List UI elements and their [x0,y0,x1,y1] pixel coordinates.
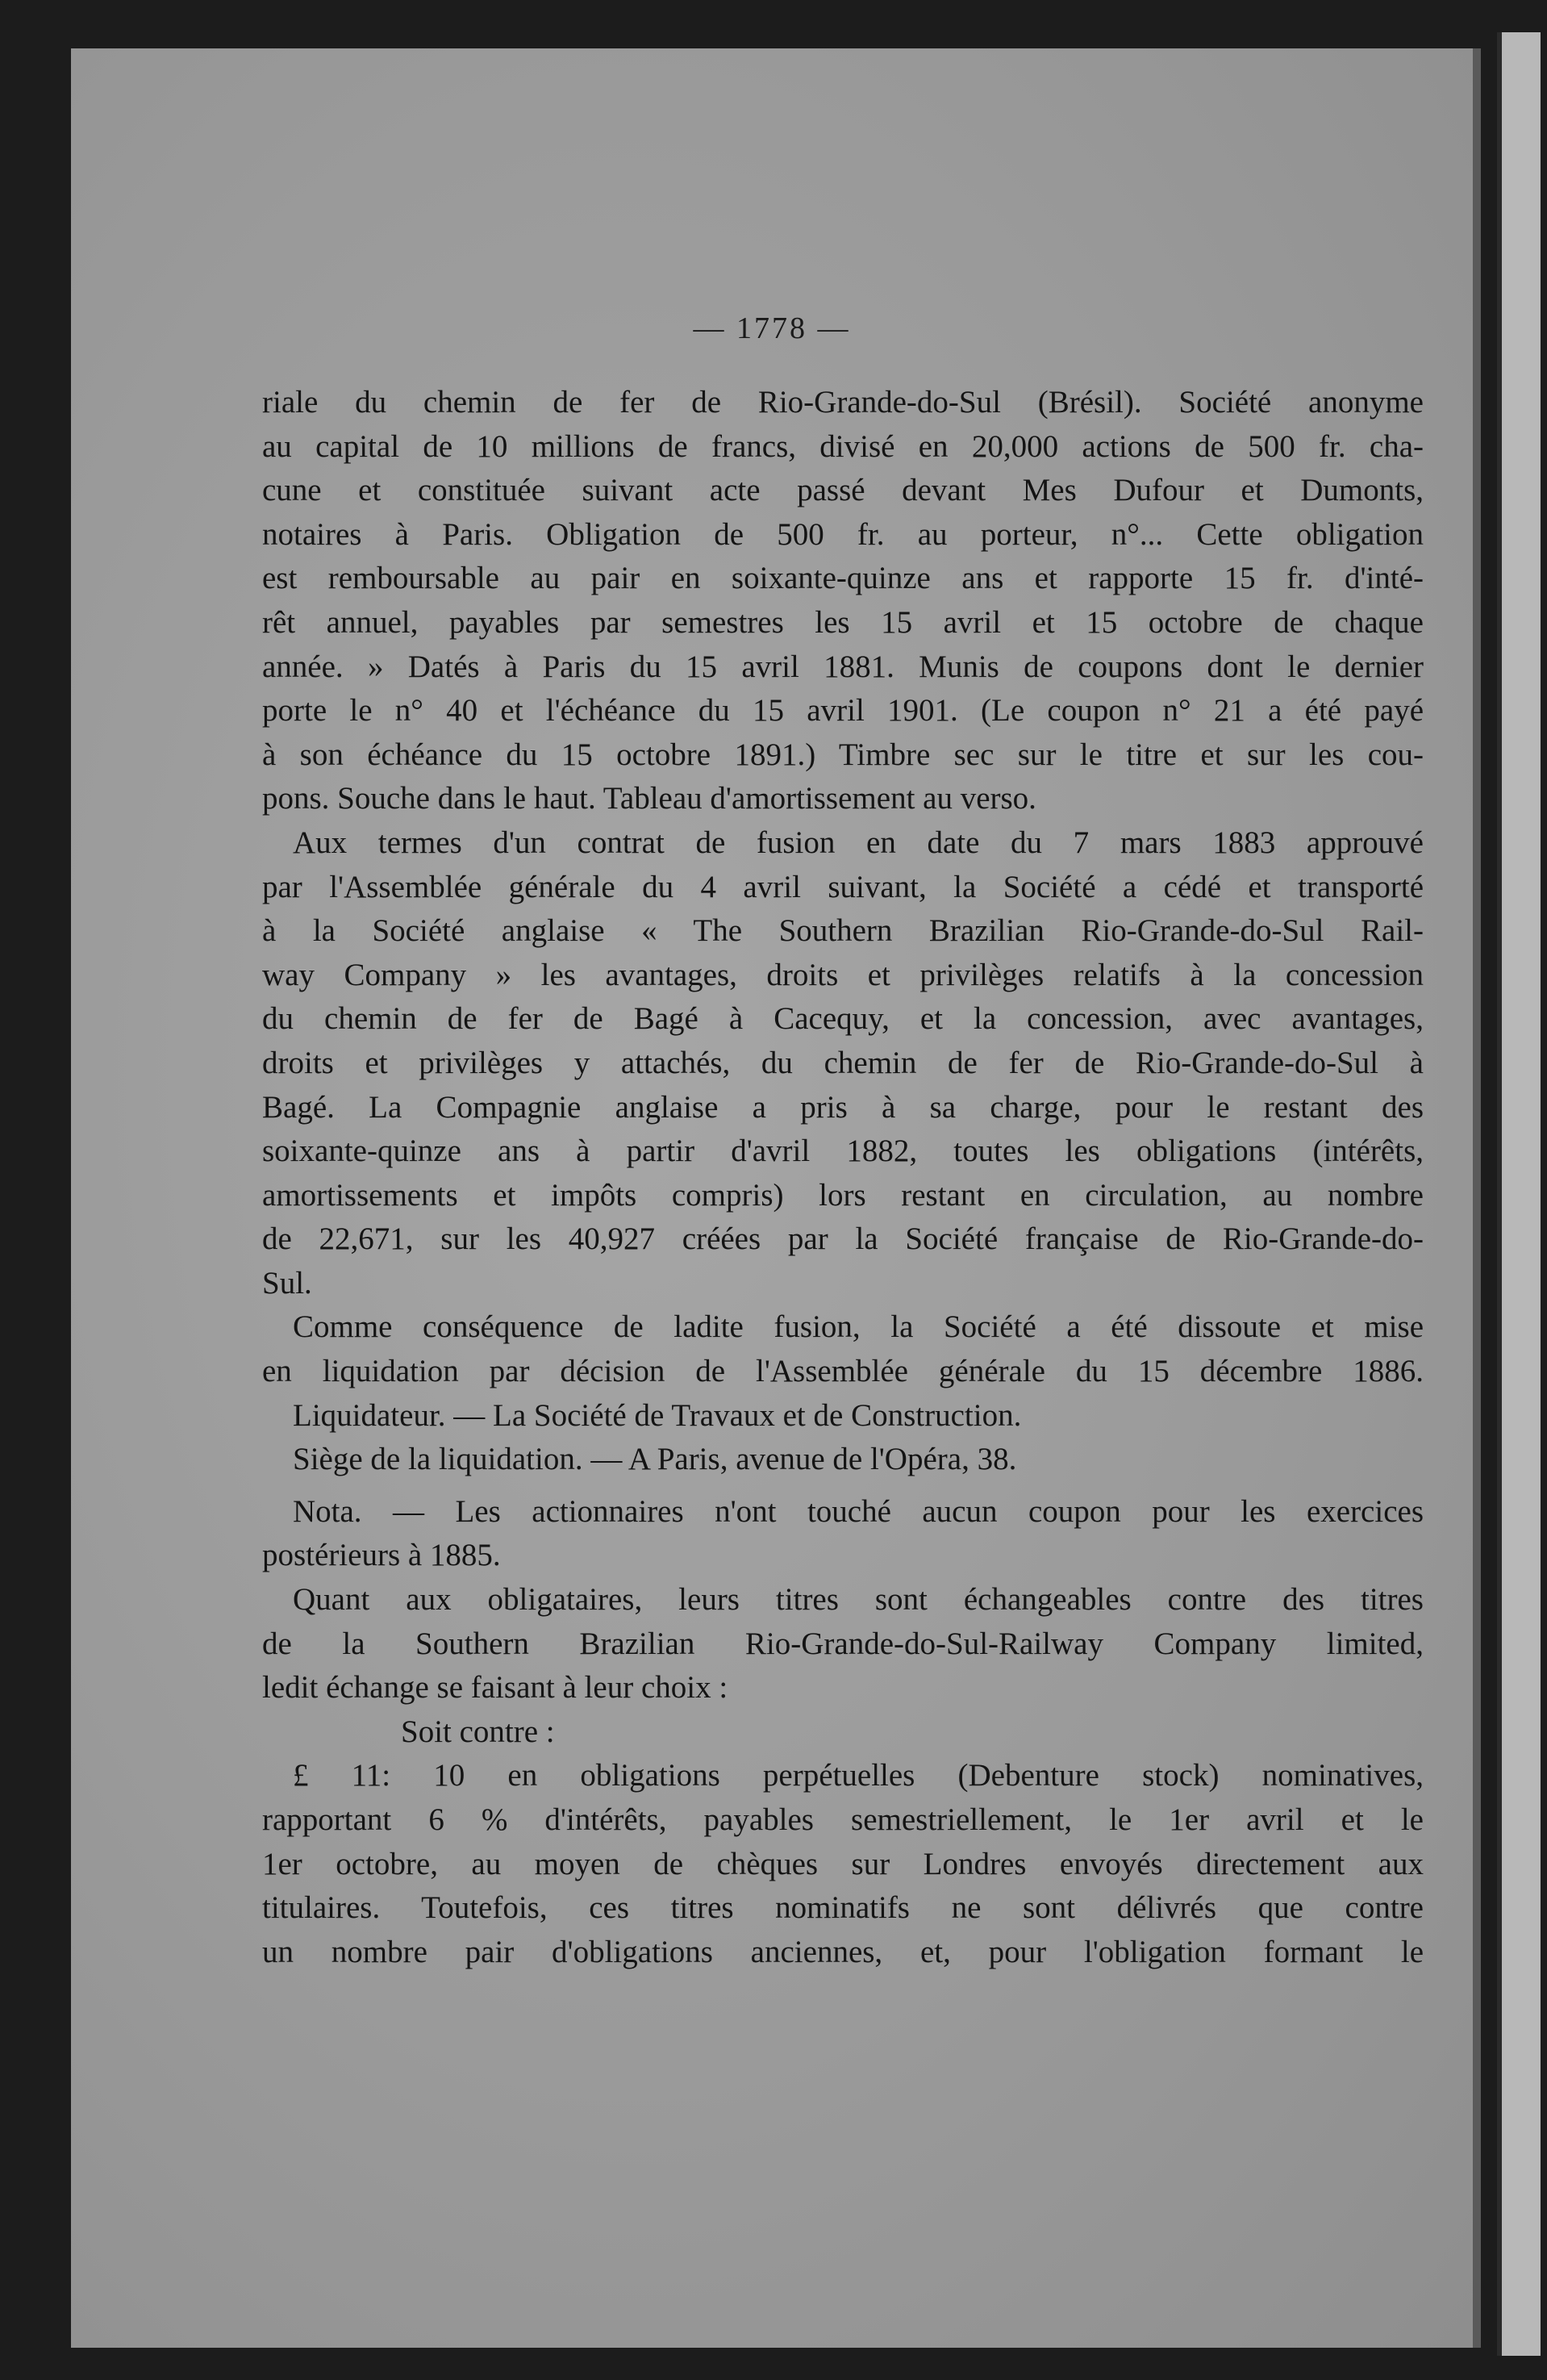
text-line: un nombre pair d'obligations anciennes, et, pour l'obligation formant le [262,1934,1424,1969]
text-line: Liquidateur. — La Société de Travaux et de Construction. [293,1397,1022,1433]
paragraph-exchange [262,1754,1424,1974]
text-line: Soit contre : [401,1714,555,1749]
text-line: au capital de 10 millions de francs, divisé en 20,000 actions de 500 fr. cha- [262,428,1424,464]
paragraph-bondholders [262,1578,1424,1710]
text-line: de la Southern Brazilian Rio-Grande-do-Sul-Railway Company limited, [262,1626,1424,1661]
text-line: droits et privilèges y attachés, du chemin de fer de Rio-Grande-do-Sul à [262,1045,1424,1080]
text-line: amortissements et impôts compris) lors restant en circulation, au nombre [262,1177,1424,1213]
text-line: par l'Assemblée générale du 4 avril suivant, la Société a cédé et transporté [262,869,1424,904]
paragraph-2 [262,821,1424,1306]
text-line: Quant aux obligataires, leurs titres sont échangeables contre des titres [293,1582,1424,1618]
paragraph-3 [262,1305,1424,1393]
adjacent-page-edge [1497,32,1541,2356]
text-line: rêt annuel, payables par semestres les 15 avril et 15 octobre de chaque [262,604,1424,640]
text-line: en liquidation par décision de l'Assemblée générale du 15 décembre 1886. [262,1354,1424,1389]
text-line: soixante-quinze ans à partir d'avril 1882, toutes les obligations (intérêts, [262,1134,1424,1169]
text-line: rapportant 6 % d'intérêts, payables semestriellement, le 1er avril et le [262,1802,1424,1837]
nota-paragraph [262,1490,1424,1578]
page-sheet [71,48,1481,2348]
text-line: Nota. — Les actionnaires n'ont touché aucun coupon pour les exercices [293,1493,1424,1529]
text-line: cune et constituée suivant acte passé devant Mes Dufour et Dumonts, [262,473,1424,508]
text-line: porte le n° 40 et l'échéance du 15 avril 1901. (Le coupon n° 21 a été payé [262,693,1424,729]
liquidator-line [262,1394,1424,1438]
text-line: £ 11: 10 en obligations perpétuelles (Debenture stock) nominatives, [293,1758,1424,1793]
text-line: ledit échange se faisant à leur choix : [262,1670,728,1706]
text-line: postérieurs à 1885. [262,1538,501,1573]
text-line: notaires à Paris. Obligation de 500 fr. au porteur, n°... Cette obligation [262,516,1424,552]
text-line: à la Société anglaise « The Southern Brazilian Rio-Grande-do-Sul Rail- [262,913,1424,949]
either-line [262,1710,1424,1755]
text-line: riale du chemin de fer de Rio-Grande-do-Sul (Brésil). Société anonyme [262,385,1424,420]
text-line: du chemin de fer de Bagé à Cacequy, et la concession, avec avantages, [262,1001,1424,1037]
text-line: 1er octobre, au moyen de chèques sur Londres envoyés directement aux [262,1846,1424,1881]
text-line: année. » Datés à Paris du 15 avril 1881. Munis de coupons dont le dernier [262,649,1424,684]
text-line: Aux termes d'un contrat de fusion en date du 7 mars 1883 approuvé [293,825,1424,860]
text-line: Siège de la liquidation. — A Paris, avenue de l'Opéra, 38. [293,1442,1017,1477]
seat-line [262,1438,1424,1482]
text-line: Comme conséquence de ladite fusion, la Société a été dissoute et mise [293,1309,1424,1345]
text-line: Bagé. La Compagnie anglaise a pris à sa charge, pour le restant des [262,1089,1424,1125]
text-line: pons. Souche dans le haut. Tableau d'amortissement au verso. [262,781,1036,816]
text-line: titulaires. Toutefois, ces titres nominatifs ne sont délivrés que contre [262,1890,1424,1926]
text-line: est remboursable au pair en soixante-quinze ans et rapporte 15 fr. d'inté- [262,561,1424,596]
body-text [262,381,1424,1974]
text-line: way Company » les avantages, droits et privilèges relatifs à la concession [262,957,1424,992]
paragraph-1 [262,381,1424,821]
text-line: à son échéance du 15 octobre 1891.) Timbre sec sur le titre et sur les cou- [262,737,1424,772]
page-number: — 1778 — [693,311,851,345]
text-line: Sul. [262,1265,312,1301]
text-line: de 22,671, sur les 40,927 créées par la Société française de Rio-Grande-do- [262,1221,1424,1257]
